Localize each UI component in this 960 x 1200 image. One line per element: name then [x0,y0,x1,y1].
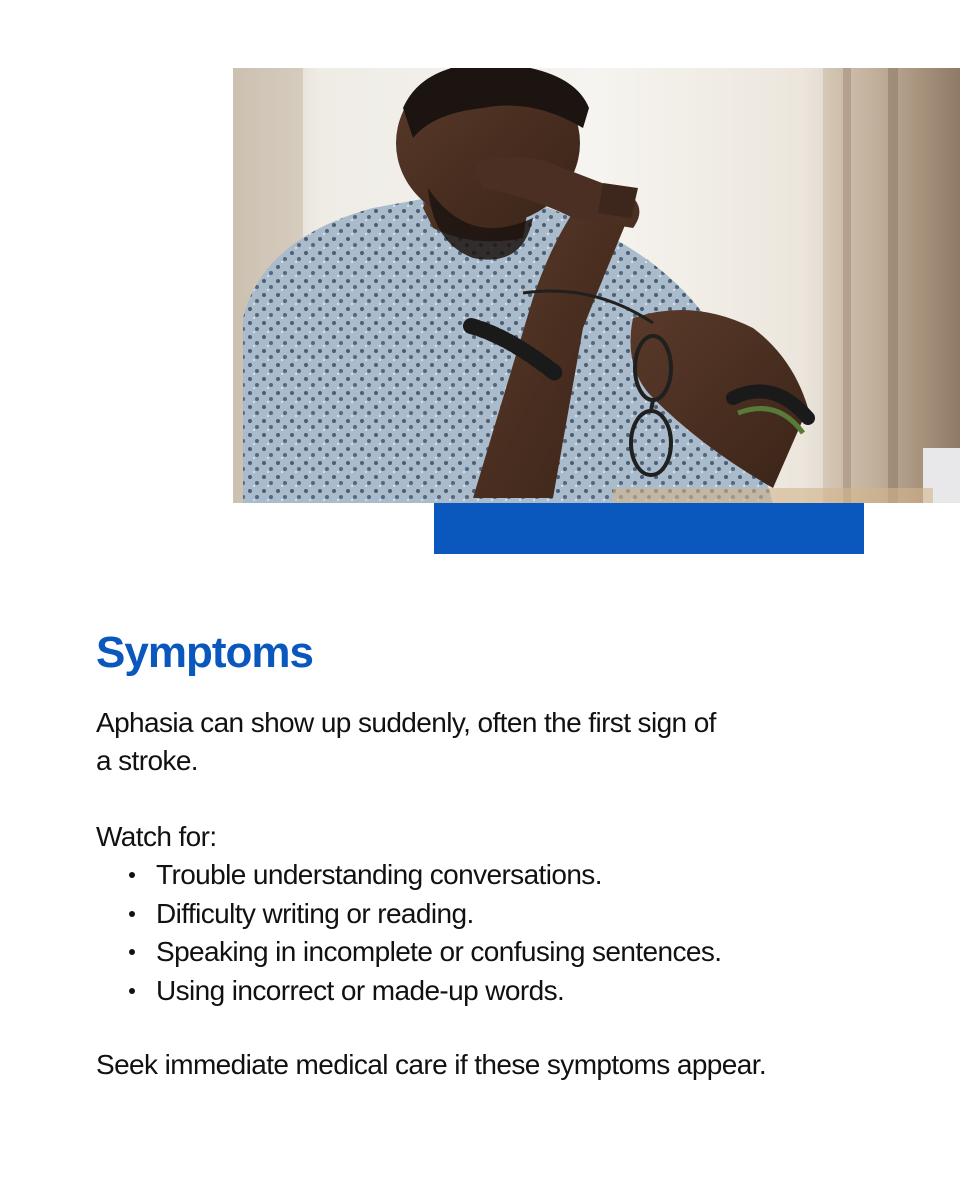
bullet-icon [129,949,135,955]
list-item [156,972,876,1011]
list-item [156,856,876,895]
bullet-icon [129,872,135,878]
list-item-text: Using incorrect or made-up words. [156,974,565,1006]
bullet-icon [129,911,135,917]
bullet-icon [129,988,135,994]
hero-photo [233,68,960,503]
symptoms-section [96,622,876,1084]
list-item-text: Trouble understanding conversations. [156,859,602,890]
closing-paragraph: Seek immediate medical care if these symptoms appear. [96,1049,767,1080]
man-rubbing-eyes-illustration [233,68,960,503]
list-item-text: Speaking in incomplete or confusing sentences. [156,936,722,967]
symptom-list [96,856,876,1010]
list-item-text: Difficulty writing or reading. [156,897,474,929]
intro-paragraph: Aphasia can show up suddenly, often the first sign of a stroke. [96,707,716,776]
list-item [156,933,876,972]
accent-bar [434,503,864,554]
list-item [156,895,876,934]
watch-for-label: Watch for: [96,821,217,852]
section-title: Symptoms [96,628,313,677]
